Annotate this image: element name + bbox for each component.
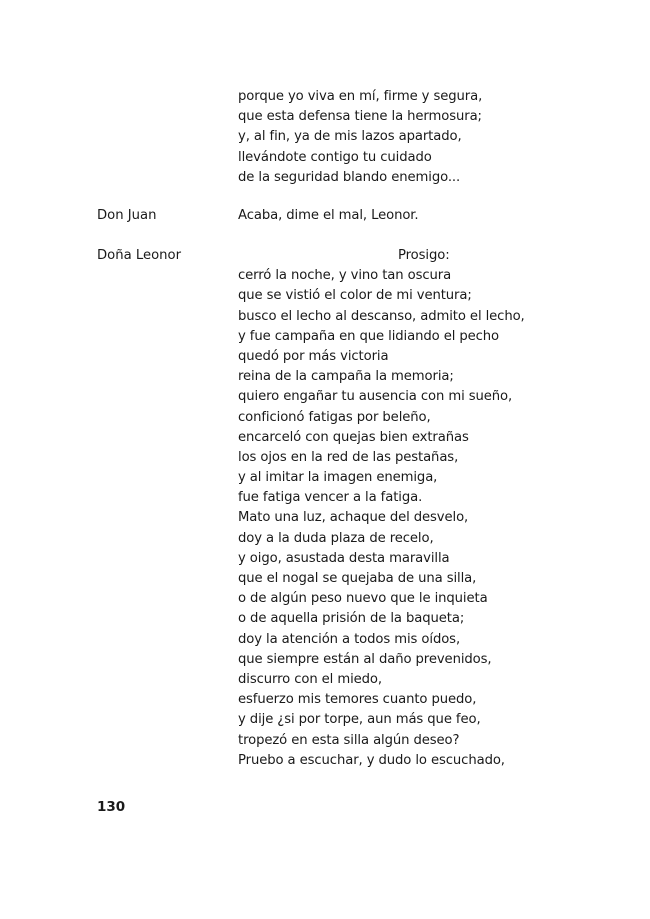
verse-line: y, al fin, ya de mis lazos apartado, [238,129,462,145]
verse-line: porque yo viva en mí, firme y segura, [238,89,483,104]
verse-line: encarceló con quejas bien extrañas [238,429,469,445]
verse-line: busco el lecho al descanso, admito el lecho, [238,308,525,324]
verse-line: esfuerzo mis temores cuanto puedo, [238,692,477,708]
page-number: 130 [97,799,126,815]
speaker-name: Don Juan [97,208,157,223]
verse-line: discurro con el miedo, [238,671,382,687]
verse-line: fue fatiga vencer a la fatiga. [238,490,423,506]
verse-line: los ojos en la red de las pestañas, [238,449,459,465]
verse-don-juan [238,206,419,226]
verse-line: Pruebo a escuchar, y dudo lo escuchado, [238,752,505,768]
verse-line: que siempre están al daño prevenidos, [238,651,492,667]
verse-line: llevándote contigo tu cuidado [238,149,432,165]
verse-line: conficionó fatigas por beleño, [238,409,431,425]
verse-line: y dije ¿si por torpe, aun más que feo, [238,712,481,728]
speaker-name: Doña Leonor [97,248,181,263]
verse-line: y fue campaña en que lidiando el pecho [238,328,500,344]
verse-line: que el nogal se quejaba de una silla, [238,571,477,586]
verse-line: quedó por más victoria [238,348,389,364]
verse-stanza-1 [238,87,482,188]
verse-line: tropezó en esta silla algún deseo? [238,732,460,748]
verse-line: de la seguridad blando enemigo... [238,169,461,185]
verse-line: o de aquella prisión de la baqueta; [238,611,465,627]
verse-line: quiero engañar tu ausencia con mi sueño, [238,389,513,405]
verse-line: y al imitar la imagen enemiga, [238,470,438,486]
verse-line: doy a la duda plaza de recelo, [238,530,434,546]
verse-line: reina de la campaña la memoria; [238,369,454,385]
verse-line: que esta defensa tiene la hermosura; [238,109,482,125]
verse-dona-leonor [238,246,525,771]
verse-line: y oigo, asustada desta maravilla [238,550,450,566]
verse-line-indented: Prosigo: [398,248,450,263]
verse-line: o de algún peso nuevo que le inquieta [238,591,488,607]
verse-line: que se vistió el color de mi ventura; [238,288,472,304]
verse-line: Mato una luz, achaque del desvelo, [238,510,469,526]
verse-line: cerró la noche, y vino tan oscura [238,268,452,284]
verse-line: doy la atención a todos mis oídos, [238,631,461,647]
verse-line: Acaba, dime el mal, Leonor. [238,208,419,223]
